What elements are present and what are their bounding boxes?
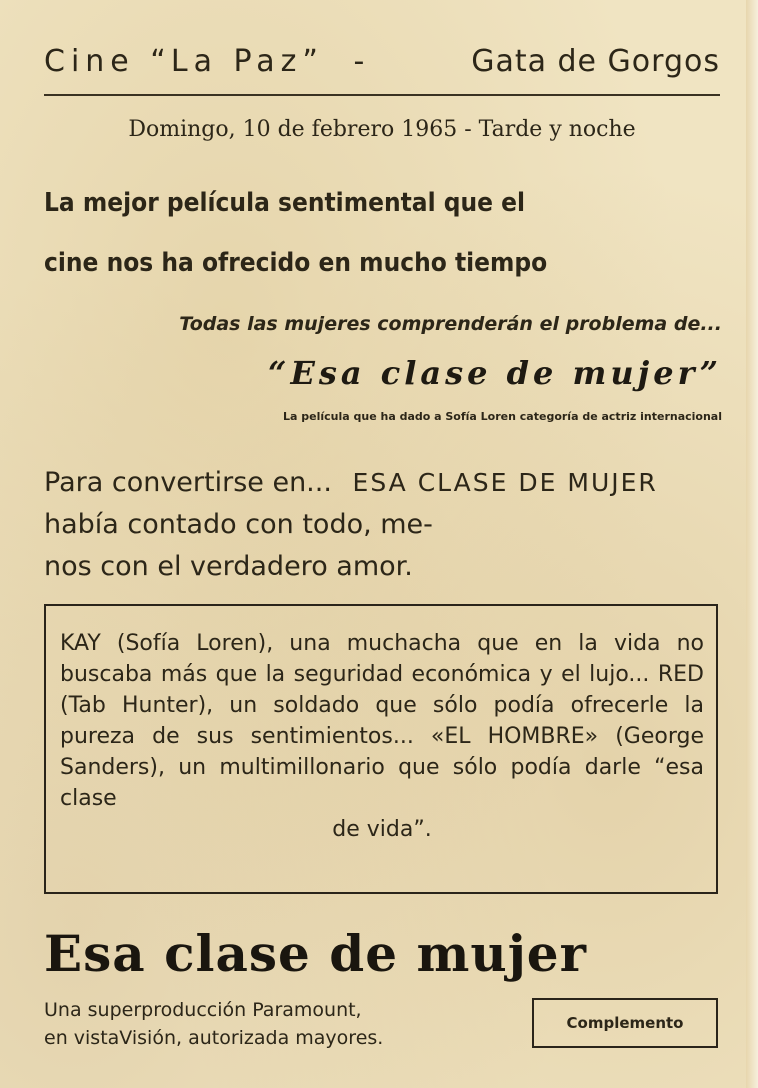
tagline-line-1: La mejor película sentimental que el — [44, 188, 526, 218]
promo-intro: Todas las mujeres comprenderán el problema de... — [179, 313, 722, 335]
film-title: Esa clase de mujer — [44, 924, 587, 983]
paragraph-lead: Para convertirse en... — [44, 467, 332, 498]
town-name: Gata de Gorgos — [471, 44, 720, 79]
promo-subline: La película que ha dado a Sofía Loren categoría de actriz internacional — [282, 410, 722, 423]
tagline-line-2: cine nos ha ofrecido en mucho tiempo — [44, 248, 548, 278]
cinema-name: Cine “La Paz” — [44, 44, 324, 79]
cinema-header — [44, 44, 720, 79]
complement-box — [532, 998, 718, 1048]
header-separator: - — [353, 44, 371, 79]
production-line-2: en vistaVisión, autorizada mayores. — [44, 1027, 384, 1049]
paragraph-line-1 — [44, 462, 724, 504]
complement-label: Complemento — [566, 1014, 684, 1032]
paragraph-line-3: nos con el verdadero amor. — [44, 551, 413, 582]
promo-title: “Esa clase de mujer” — [268, 354, 722, 392]
synopsis-text — [60, 628, 704, 845]
screening-date: Domingo, 10 de febrero 1965 - Tarde y noche — [128, 117, 636, 142]
header-rule — [44, 94, 720, 96]
production-line-1: Una superproducción Paramount, — [44, 999, 362, 1021]
paragraph-line-2: había contado con todo, me- — [44, 509, 433, 540]
production-note — [44, 996, 383, 1052]
synopsis-last-line: de vida”. — [332, 817, 432, 842]
story-paragraph — [44, 462, 724, 588]
paper-edge — [746, 0, 758, 1088]
synopsis-box — [44, 604, 718, 894]
synopsis-body: KAY (Sofía Loren), una muchacha que en la vida no buscaba más que la seguridad económica y el lujo... RED (Tab Hunter), un soldado que sólo podía ofrecerle la pureza de sus sentimientos... «EL HOMBRE» (George Sanders), un multimillonario que sólo podía darle “esa clase — [60, 631, 704, 811]
paragraph-caps-title: ESA CLASE DE MUJER — [352, 468, 658, 497]
